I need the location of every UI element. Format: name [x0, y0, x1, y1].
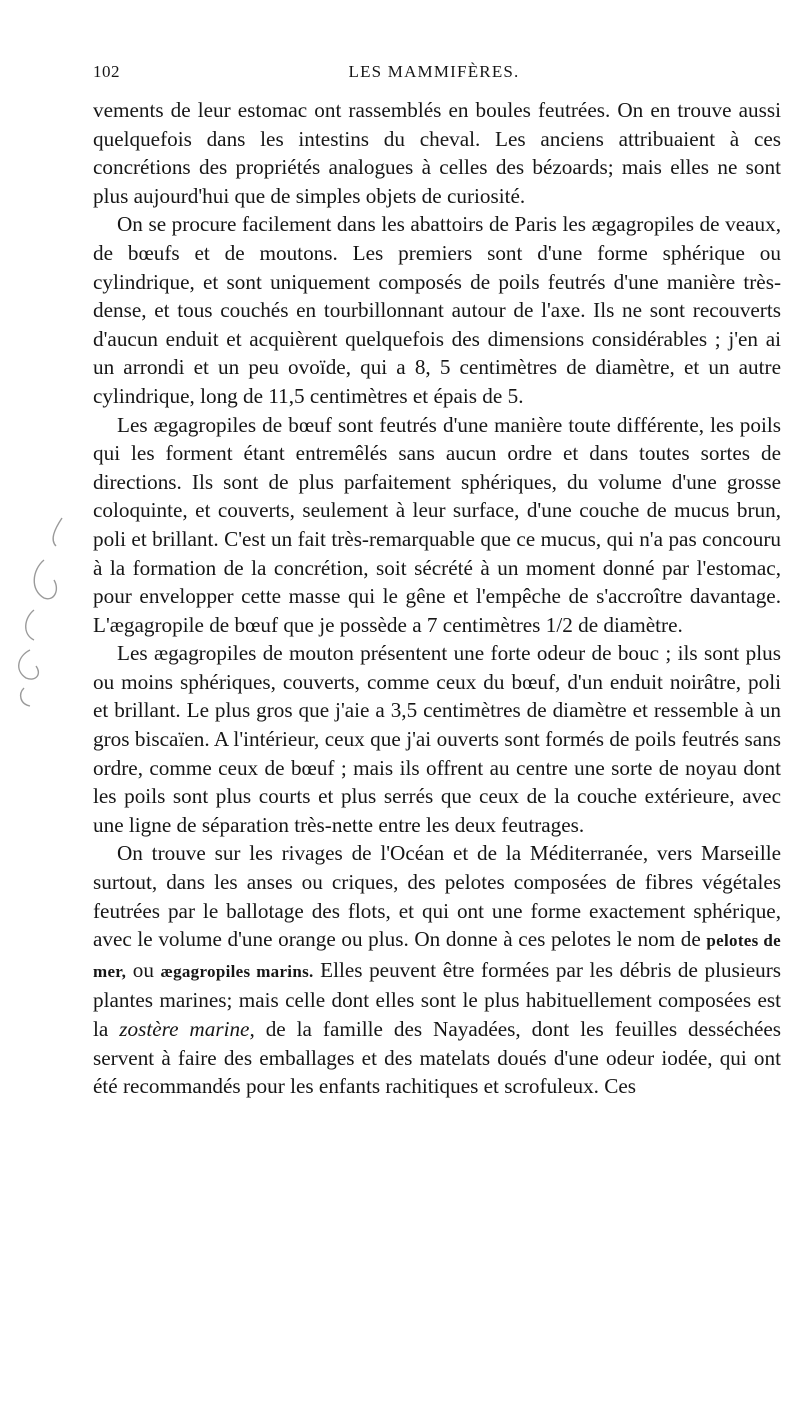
page-number: 102	[93, 62, 120, 81]
paragraph-5-text-a: On trouve sur les rivages de l'Océan et de la Méditerranée, vers Marseille surtout, dans les anses ou criques, des pelotes composées de fibres végétales feutrées par le ballotage des flots, et qui ont une forme exactement sphérique, avec le volume d'une orange ou plus. On donne à ces pelotes le nom de	[93, 841, 781, 952]
paragraph-5-text-b: ou	[126, 957, 161, 982]
paragraph-5	[93, 839, 781, 1100]
paragraph-3: Les ægagropiles de bœuf sont feutrés d'une manière toute différente, les poils qui les forment étant entremêlés sans aucun ordre et dans toutes sortes de directions. Ils sont de plus parfaitement sphériques, du volume d'une grosse coloquinte, et couverts, seulement à leur surface, d'une couche de mucus brun, poli et brillant. C'est un fait très-remarquable que ce mucus, qui n'a pas concouru à la formation de la concrétion, soit sécrété à un moment donné par l'estomac, pour envelopper cette masse qui le gêne et l'empêche de s'accroître davantage. L'ægagropile de bœuf que je possède a 7 centimètres 1/2 de diamètre.	[93, 412, 781, 637]
paragraph-1: vements de leur estomac ont rassemblés en boules feutrées. On en trouve aussi quelquefois dans les intestins du cheval. Les anciens attribuaient à ces concrétions des propriétés analogues à celles des bézoards; mais elles ne sont plus aujourd'hui que de simples objets de curiosité.	[93, 98, 781, 208]
paragraph-4: Les ægagropiles de mouton présentent une forte odeur de bouc ; ils sont plus ou moins sphériques, couverts, comme ceux du bœuf, d'un enduit noirâtre, poli et brillant. Le plus gros que j'aie a 3,5 centimètres de diamètre et ressemble à un gros biscaïen. A l'intérieur, ceux que j'ai ouverts sont formés de poils feutrés sans ordre, comme ceux de bœuf ; mais ils offrent au centre une sorte de noyau dont les poils sont plus courts et plus serrés que ceux de la couche extérieure, avec une ligne de séparation très-nette entre les deux feutrages.	[93, 641, 781, 837]
page-header	[93, 58, 775, 88]
paragraph-5-text-d: de la famille des Nayadées, dont les feuilles desséchées servent à faire des emballages et des matelats doués d'une odeur iodée, qui ont été recommandés pour les enfants rachitiques et scrofuleux. Ces	[93, 1017, 781, 1099]
paragraph-2: On se procure facilement dans les abattoirs de Paris les ægagropiles de veaux, de bœufs et de moutons. Les premiers sont d'une forme sphérique ou cylindrique, et sont uniquement composés de poils feutrés d'une manière très-dense, et tous couchés en tourbillonnant autour de l'axe. Ils ne sont recouverts d'aucun enduit et acquièrent quelquefois des dimensions considérables ; j'en ai un arrondi et un peu ovoïde, qui a 8, 5 centimètres de diamètre, et un autre cylindrique, long de 11,5 centimètres et épais de 5.	[93, 212, 781, 408]
paragraph-5-text-c: Elles peuvent être formées par les débris de plusieurs plantes marines; mais celle dont elles sont le plus habituellement composées est la	[93, 957, 782, 1041]
running-title: LES MAMMIFÈRES.	[348, 62, 520, 81]
term-zostere-marine: zostère marine,	[119, 1017, 255, 1041]
term-pelotes-de-mer: pelotes de mer,	[93, 931, 782, 981]
term-aegagropiles-marins: ægagropiles marins.	[160, 961, 314, 981]
margin-pencil-annotation	[4, 510, 84, 710]
body-text	[93, 96, 781, 1101]
